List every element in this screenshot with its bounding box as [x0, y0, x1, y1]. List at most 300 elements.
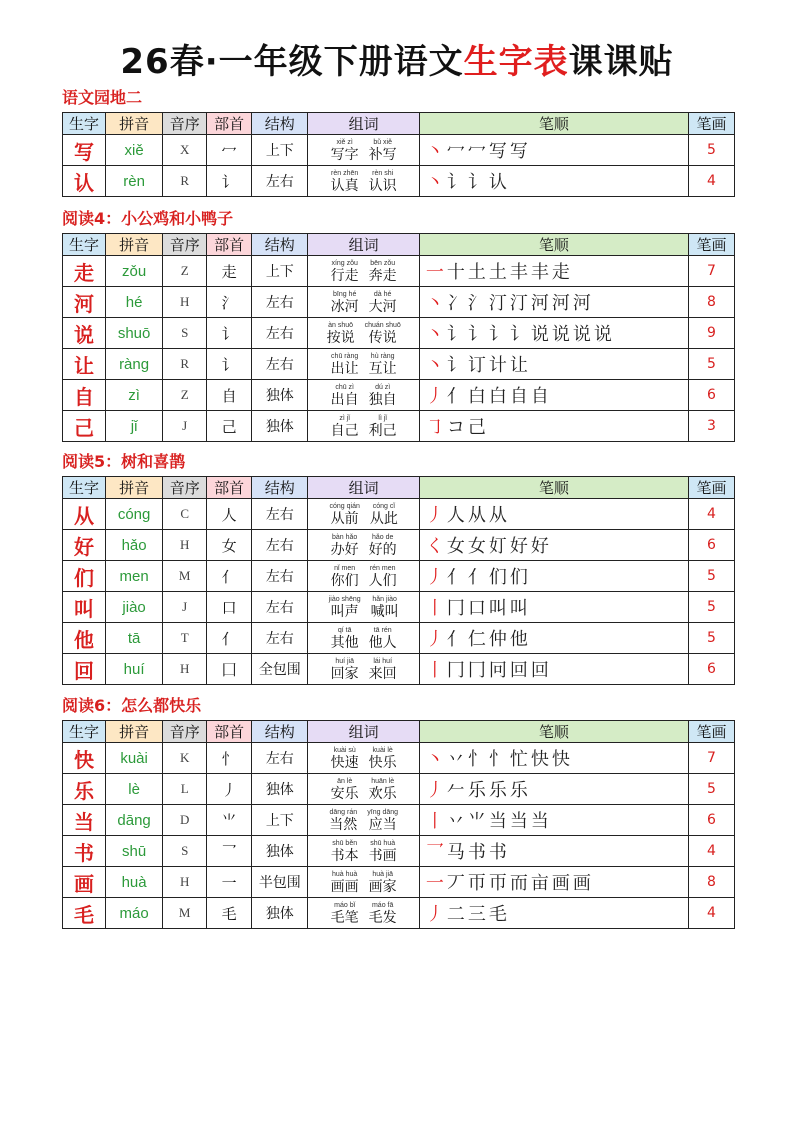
character-cell: 自	[63, 380, 106, 411]
words-cell	[308, 530, 419, 561]
radical-cell: 亻	[207, 623, 252, 654]
radical-cell: 人	[207, 499, 252, 530]
word-item	[331, 870, 359, 896]
stroke-step: 而	[509, 873, 528, 894]
character-table	[62, 476, 735, 685]
stroke-step: 忙	[509, 749, 528, 770]
stroke-order-cell	[419, 805, 688, 836]
word-text: 喊叫	[370, 603, 399, 620]
words-cell	[308, 805, 419, 836]
radical-cell: 冖	[207, 135, 252, 166]
table-row	[63, 256, 735, 287]
word-text: 按说	[326, 329, 355, 346]
header-words: 组词	[308, 113, 419, 135]
stroke-step: 亻	[446, 386, 465, 407]
word-item	[369, 352, 397, 378]
word-pinyin: lái huí	[373, 657, 393, 665]
structure-cell: 独体	[252, 380, 308, 411]
radical-cell: 丿	[207, 774, 252, 805]
word-pinyin: cóng qián	[329, 502, 360, 510]
order-cell: M	[163, 898, 207, 929]
word-item	[369, 138, 397, 164]
pinyin-cell: shuō	[105, 318, 162, 349]
words-wrap	[308, 138, 418, 164]
header-row	[63, 477, 735, 499]
stroke-step: 当	[509, 811, 528, 832]
stroke-step: く	[425, 536, 444, 557]
structure-cell: 左右	[252, 318, 308, 349]
word-item	[331, 533, 359, 559]
stroke-step: 乐	[488, 780, 507, 801]
stroke-step: 丿	[425, 629, 444, 650]
word-pinyin: bīng hé	[332, 290, 357, 298]
stroke-step: 书	[488, 842, 507, 863]
word-text: 你们	[330, 572, 359, 589]
header-count: 笔画	[688, 721, 734, 743]
stroke-count-cell: 5	[688, 592, 734, 623]
stroke-step: 亻	[446, 629, 465, 650]
pinyin-cell: tā	[105, 623, 162, 654]
header-structure: 结构	[252, 113, 308, 135]
character-cell: 说	[63, 318, 106, 349]
stroke-step: 当	[488, 811, 507, 832]
stroke-order-cell	[419, 867, 688, 898]
word-pinyin: shū běn	[332, 839, 358, 847]
stroke-step: 丶	[425, 355, 444, 376]
stroke-step: 丿	[425, 904, 444, 925]
words-cell	[308, 287, 419, 318]
stroke-step: 毛	[488, 904, 507, 925]
word-text: 从此	[369, 510, 398, 527]
word-item	[369, 533, 397, 559]
header-pinyin: 拼音	[105, 477, 162, 499]
stroke-count-cell: 8	[688, 867, 734, 898]
word-text: 利己	[368, 422, 397, 439]
stroke-step: 口	[467, 598, 486, 619]
structure-cell: 左右	[252, 530, 308, 561]
word-pinyin: àn shuō	[328, 321, 354, 329]
word-pinyin: kuài lè	[372, 746, 393, 754]
words-wrap	[308, 657, 418, 683]
character-cell: 快	[63, 743, 106, 774]
pinyin-cell: zǒu	[105, 256, 162, 287]
structure-cell: 半包围	[252, 867, 308, 898]
word-item	[331, 414, 359, 440]
character-cell: 写	[63, 135, 106, 166]
word-item	[370, 502, 398, 528]
word-pinyin: zì jǐ	[339, 414, 350, 422]
word-item	[369, 657, 397, 683]
words-cell	[308, 256, 419, 287]
table-row	[63, 166, 735, 197]
words-cell	[308, 499, 419, 530]
radical-cell: 口	[207, 592, 252, 623]
stroke-count-cell: 6	[688, 805, 734, 836]
word-pinyin: yīng dāng	[367, 808, 399, 816]
stroke-step: 十	[446, 262, 465, 283]
words-cell	[308, 349, 419, 380]
word-pinyin: hù ràng	[370, 352, 395, 360]
stroke-step: 帀	[467, 873, 486, 894]
order-cell: S	[163, 318, 207, 349]
section-title: 阅读5：树和喜鹊	[62, 452, 186, 471]
table-row	[63, 623, 735, 654]
stroke-step: 丰	[509, 262, 528, 283]
words-cell	[308, 318, 419, 349]
order-cell: T	[163, 623, 207, 654]
words-cell	[308, 867, 419, 898]
pinyin-cell: lè	[105, 774, 162, 805]
stroke-step: 丨	[425, 811, 444, 832]
stroke-step: 己	[467, 417, 486, 438]
order-cell: R	[163, 166, 207, 197]
stroke-count-cell: 5	[688, 561, 734, 592]
order-cell: R	[163, 349, 207, 380]
stroke-step: 丨	[425, 598, 444, 619]
header-pinyin: 拼音	[105, 113, 162, 135]
word-text: 从前	[330, 510, 359, 527]
word-pinyin: nǐ men	[334, 564, 356, 572]
stroke-step: ㇆	[425, 417, 444, 438]
order-cell: H	[163, 530, 207, 561]
table-row	[63, 836, 735, 867]
stroke-step: 讠	[446, 355, 465, 376]
stroke-step: 忄	[467, 749, 486, 770]
structure-cell: 独体	[252, 411, 308, 442]
word-text: 奔走	[368, 267, 397, 284]
section-yuwen-yuandi-2	[62, 88, 735, 197]
order-cell: H	[163, 287, 207, 318]
words-wrap	[308, 564, 418, 590]
stroke-step: 河	[572, 293, 591, 314]
stroke-step: 乐	[467, 780, 486, 801]
word-item	[369, 746, 397, 772]
stroke-step: 叫	[509, 598, 528, 619]
structure-cell: 左右	[252, 743, 308, 774]
word-item	[330, 502, 360, 528]
stroke-step: 丶	[425, 324, 444, 345]
words-wrap	[308, 533, 418, 559]
character-cell: 叫	[63, 592, 106, 623]
stroke-count-cell: 5	[688, 135, 734, 166]
header-strokes: 笔顺	[419, 721, 688, 743]
word-pinyin: dú zì	[375, 383, 391, 391]
table-row	[63, 805, 735, 836]
stroke-order-cell	[419, 654, 688, 685]
section-title: 阅读6：怎么都快乐	[62, 696, 202, 715]
word-item	[331, 259, 359, 285]
stroke-step: 讠	[509, 324, 528, 345]
words-cell	[308, 836, 419, 867]
stroke-step: 冫	[446, 293, 465, 314]
structure-cell: 独体	[252, 898, 308, 929]
stroke-step: 丶	[425, 141, 444, 162]
stroke-step: 三	[467, 904, 486, 925]
stroke-count-cell: 8	[688, 287, 734, 318]
stroke-step: 丨	[425, 660, 444, 681]
radical-cell: 囗	[207, 654, 252, 685]
word-text: 大河	[368, 298, 397, 315]
stroke-count-cell: 7	[688, 256, 734, 287]
stroke-step: 土	[488, 262, 507, 283]
table-row	[63, 898, 735, 929]
structure-cell: 左右	[252, 561, 308, 592]
word-item	[369, 259, 397, 285]
word-text: 毛笔	[330, 909, 359, 926]
word-pinyin: rèn shi	[372, 169, 394, 177]
word-pinyin: ān lè	[337, 777, 353, 785]
table-row	[63, 318, 735, 349]
header-strokes: 笔顺	[419, 113, 688, 135]
header-row	[63, 113, 735, 135]
pinyin-cell: cóng	[105, 499, 162, 530]
word-item	[331, 169, 359, 195]
pinyin-cell: xiě	[105, 135, 162, 166]
character-table	[62, 233, 735, 442]
stroke-step: 讠	[446, 172, 465, 193]
stroke-step: 写	[509, 141, 528, 162]
stroke-step: 计	[488, 355, 507, 376]
words-cell	[308, 623, 419, 654]
character-cell: 回	[63, 654, 106, 685]
stroke-step: 马	[446, 842, 465, 863]
word-text: 出自	[330, 391, 359, 408]
word-pinyin: shū huà	[370, 839, 396, 847]
word-text: 写字	[330, 146, 359, 163]
stroke-order-cell	[419, 743, 688, 774]
stroke-count-cell: 9	[688, 318, 734, 349]
section-title: 语文园地二	[62, 88, 143, 107]
word-text: 补写	[368, 146, 397, 163]
word-item	[367, 808, 398, 834]
order-cell: H	[163, 654, 207, 685]
word-item	[369, 901, 397, 927]
word-item	[331, 290, 359, 316]
pinyin-cell: jiào	[105, 592, 162, 623]
stroke-step: 们	[488, 567, 507, 588]
character-table	[62, 112, 735, 197]
stroke-step: 好	[530, 536, 549, 557]
stroke-step: 说	[530, 324, 549, 345]
word-pinyin: huí jiā	[335, 657, 355, 665]
stroke-count-cell: 3	[688, 411, 734, 442]
word-text: 他人	[368, 634, 397, 651]
stroke-step: 丿	[425, 567, 444, 588]
word-pinyin: kuài sù	[333, 746, 356, 754]
stroke-step: 乐	[509, 780, 528, 801]
word-item	[369, 777, 397, 803]
stroke-order-cell	[419, 774, 688, 805]
words-wrap	[308, 290, 418, 316]
title-suffix: 课课贴	[568, 42, 674, 82]
radical-cell: 一	[207, 867, 252, 898]
word-pinyin: bǔ xiě	[373, 138, 393, 146]
character-table	[62, 720, 735, 929]
character-cell: 他	[63, 623, 106, 654]
words-cell	[308, 411, 419, 442]
word-pinyin: bàn hǎo	[332, 533, 358, 541]
character-cell: 己	[63, 411, 106, 442]
word-item	[331, 839, 359, 865]
stroke-order-cell	[419, 287, 688, 318]
word-text: 冰河	[330, 298, 359, 315]
word-pinyin: rén men	[369, 564, 396, 572]
word-item	[331, 626, 359, 652]
words-cell	[308, 743, 419, 774]
stroke-order-cell	[419, 380, 688, 411]
stroke-step: 画	[572, 873, 591, 894]
radical-cell: 讠	[207, 318, 252, 349]
stroke-count-cell: 7	[688, 743, 734, 774]
word-pinyin: huà huà	[332, 870, 358, 878]
stroke-step: 自	[530, 386, 549, 407]
word-text: 好的	[368, 541, 397, 558]
word-item	[369, 290, 397, 316]
order-cell: X	[163, 135, 207, 166]
words-wrap	[308, 259, 418, 285]
stroke-step: 从	[488, 505, 507, 526]
table-row	[63, 561, 735, 592]
header-row	[63, 234, 735, 256]
word-pinyin: chuán shuō	[364, 321, 401, 329]
word-pinyin: dà hé	[373, 290, 392, 298]
stroke-step: 丰	[530, 262, 549, 283]
word-text: 快乐	[368, 754, 397, 771]
stroke-count-cell: 4	[688, 898, 734, 929]
word-item	[331, 657, 359, 683]
stroke-step: 讠	[467, 324, 486, 345]
structure-cell: 全包围	[252, 654, 308, 685]
pinyin-cell: zì	[105, 380, 162, 411]
stroke-count-cell: 4	[688, 836, 734, 867]
word-item	[331, 777, 359, 803]
pinyin-cell: men	[105, 561, 162, 592]
words-wrap	[308, 870, 418, 896]
header-radical: 部首	[207, 234, 252, 256]
character-cell: 好	[63, 530, 106, 561]
word-item	[371, 595, 399, 621]
order-cell: J	[163, 592, 207, 623]
stroke-step: 冋	[488, 660, 507, 681]
word-item	[331, 564, 359, 590]
word-pinyin: xiě zì	[336, 138, 353, 146]
words-cell	[308, 898, 419, 929]
stroke-step: 讠	[446, 324, 465, 345]
stroke-order-cell	[419, 166, 688, 197]
order-cell: L	[163, 774, 207, 805]
stroke-step: 帀	[488, 873, 507, 894]
word-text: 出让	[330, 360, 359, 377]
header-order: 音序	[163, 721, 207, 743]
table-row	[63, 135, 735, 166]
stroke-order-cell	[419, 623, 688, 654]
word-pinyin: qí tā	[337, 626, 352, 634]
stroke-order-cell	[419, 592, 688, 623]
header-words: 组词	[308, 477, 419, 499]
pinyin-cell: huí	[105, 654, 162, 685]
word-text: 回家	[330, 665, 359, 682]
stroke-count-cell: 6	[688, 654, 734, 685]
stroke-step: 回	[530, 660, 549, 681]
stroke-step: 自	[509, 386, 528, 407]
order-cell: K	[163, 743, 207, 774]
words-wrap	[308, 352, 418, 378]
radical-cell: 自	[207, 380, 252, 411]
table-row	[63, 654, 735, 685]
word-pinyin: máo fā	[371, 901, 394, 909]
stroke-step: 冖	[467, 141, 486, 162]
word-text: 行走	[330, 267, 359, 284]
header-order: 音序	[163, 234, 207, 256]
stroke-step: 冂	[446, 660, 465, 681]
table-row	[63, 774, 735, 805]
word-item	[331, 352, 359, 378]
word-pinyin: huà jiā	[372, 870, 393, 878]
pinyin-cell: huà	[105, 867, 162, 898]
stroke-step: 叫	[488, 598, 507, 619]
structure-cell: 上下	[252, 135, 308, 166]
stroke-step: 回	[509, 660, 528, 681]
words-wrap	[308, 414, 418, 440]
character-cell: 当	[63, 805, 106, 836]
word-text: 书画	[368, 847, 397, 864]
word-item	[369, 839, 397, 865]
stroke-count-cell: 4	[688, 166, 734, 197]
stroke-step: 土	[467, 262, 486, 283]
radical-cell: 己	[207, 411, 252, 442]
order-cell: Z	[163, 256, 207, 287]
word-text: 书本	[330, 847, 359, 864]
stroke-step: 快	[530, 749, 549, 770]
header-count: 笔画	[688, 234, 734, 256]
page-title	[0, 38, 794, 86]
stroke-step: 亩	[530, 873, 549, 894]
stroke-order-cell	[419, 530, 688, 561]
stroke-order-cell	[419, 318, 688, 349]
stroke-step: 河	[551, 293, 570, 314]
stroke-step: 让	[509, 355, 528, 376]
stroke-step: 从	[467, 505, 486, 526]
word-pinyin: huān lè	[371, 777, 395, 785]
words-wrap	[308, 746, 418, 772]
stroke-step: 讠	[488, 324, 507, 345]
stroke-step: 走	[551, 262, 570, 283]
stroke-order-cell	[419, 836, 688, 867]
radical-cell: ⺌	[207, 805, 252, 836]
words-cell	[308, 380, 419, 411]
pinyin-cell: máo	[105, 898, 162, 929]
stroke-step: 河	[530, 293, 549, 314]
stroke-step: 当	[530, 811, 549, 832]
section-reading-6	[62, 696, 735, 929]
word-pinyin: xíng zǒu	[331, 259, 358, 267]
stroke-step: 白	[467, 386, 486, 407]
words-wrap	[308, 777, 418, 803]
header-char: 生字	[63, 234, 106, 256]
stroke-step: 二	[446, 904, 465, 925]
table-row	[63, 592, 735, 623]
stroke-step: 丶	[425, 172, 444, 193]
words-wrap	[308, 169, 418, 195]
word-text: 叫声	[330, 603, 359, 620]
word-pinyin: hǎn jiào	[372, 595, 397, 603]
stroke-step: 好	[509, 536, 528, 557]
word-text: 应当	[368, 816, 397, 833]
word-pinyin: hǎo de	[371, 533, 394, 541]
stroke-step: 快	[551, 749, 570, 770]
header-char: 生字	[63, 113, 106, 135]
stroke-count-cell: 5	[688, 774, 734, 805]
